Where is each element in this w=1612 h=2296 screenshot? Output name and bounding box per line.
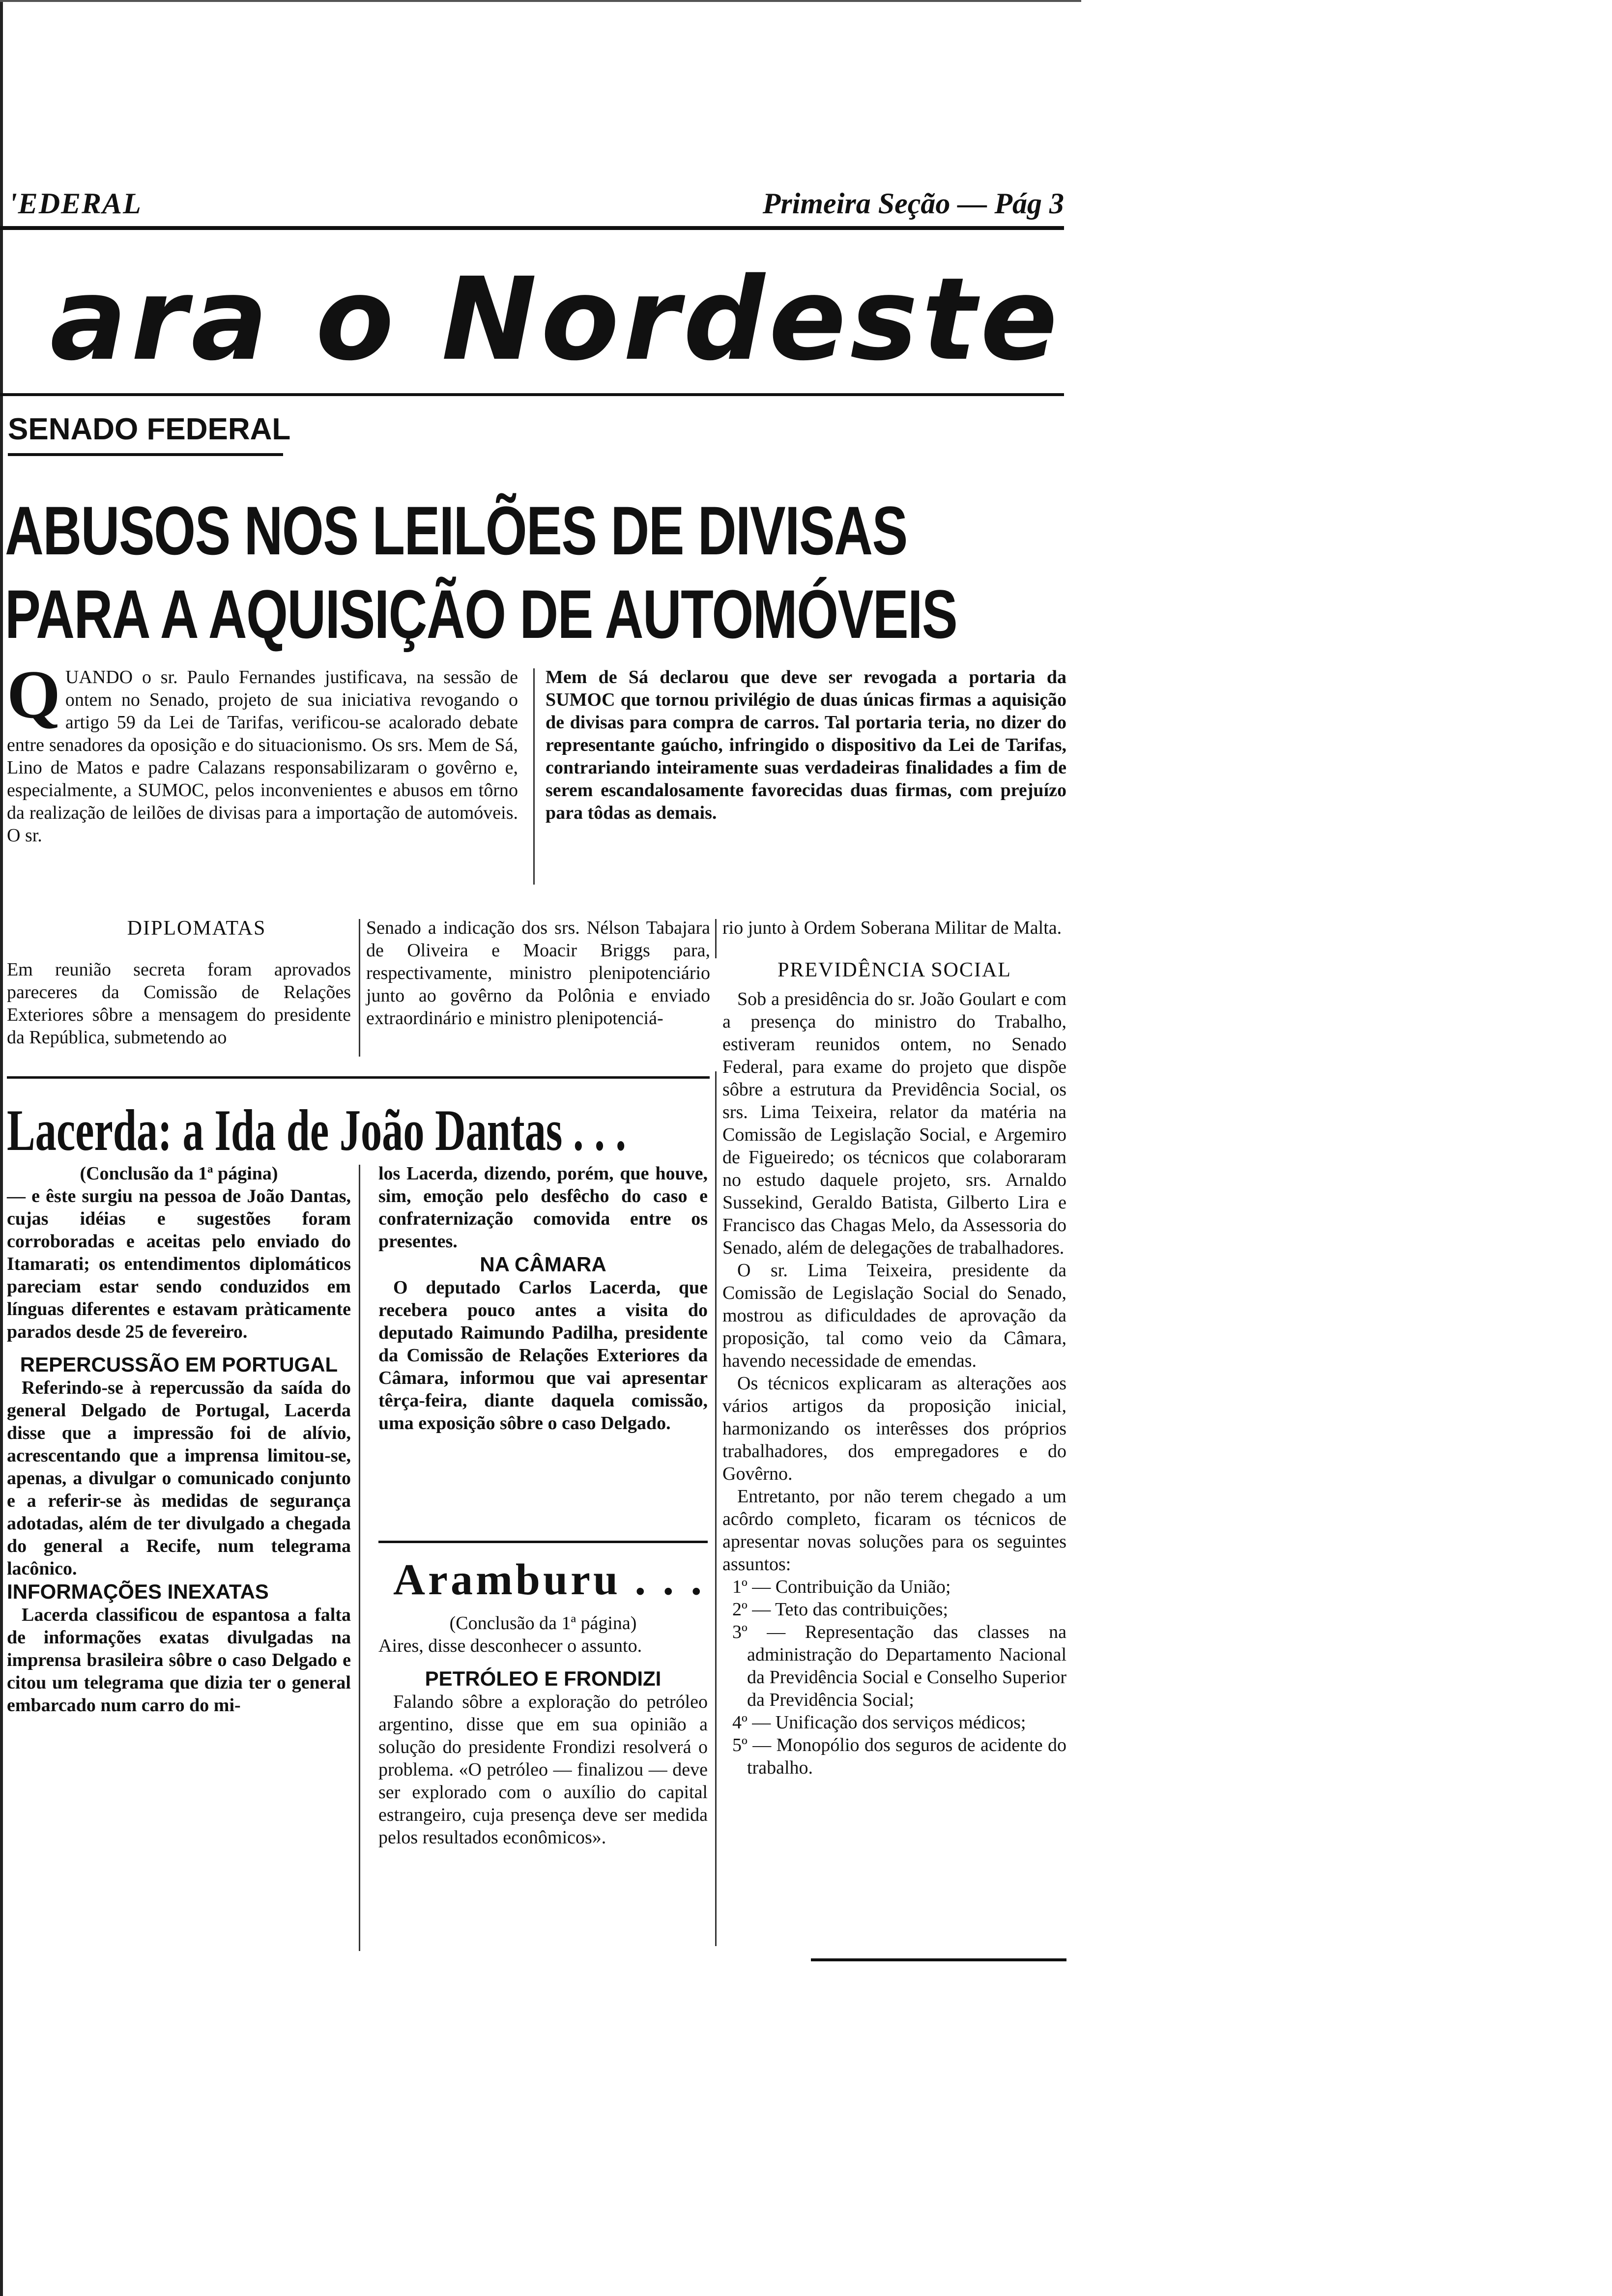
diplomatas-col-2: Senado a indicação dos srs. Nélson Tabajara de Oliveira e Moacir Briggs para, respectivamente, ministro plenipotenciário junto ao govêrno da Polônia e enviado extraordinário e ministro plenipotenciá-: [366, 918, 710, 1029]
lacerda-sub-camara: NA CÂMARA: [480, 1253, 606, 1276]
lead-text-1: UANDO o sr. Paulo Fernandes justificava, na sessão de ontem no Senado, projeto de sua iniciativa revogando o artigo 59 da Lei de Tarifas, verificou-se acalorado debate entre senadores da oposição e do situacionismo. Os srs. Mem de Sá, Lino de Matos e padre Calazans responsabilizaram o govêrno e, especialmente, a SUMOC, pelos inconvenientes e abusos em tôrno da realização de leilões de divisas para a importação de automóveis. O sr.: [7, 667, 518, 846]
column-separator: [715, 919, 717, 958]
lacerda-col-2: [378, 1162, 708, 1435]
banner-headline: ara o Nordeste: [50, 253, 1062, 386]
list-item: 2º — Teto das contribuições;: [732, 1599, 949, 1620]
list-item: 3º — Representação das classes na administração do Departamento Nacional da Previdência Social e Conselho Superior da Previdência Social;: [732, 1622, 1066, 1710]
list-item: 4º — Unificação dos serviços médicos;: [732, 1712, 1026, 1733]
lacerda-col2-p2: O deputado Carlos Lacerda, que recebera pouco antes a visita do deputado Raimundo Padilha, presidente da Comissão de Relações Exteriores da Câmara, informou que vai apresentar têrça-feira, diante daquela comissão, uma exposição sôbre o caso Delgado.: [378, 1277, 708, 1434]
lead-col-2: [546, 666, 1066, 824]
section-label-underline: [8, 453, 283, 456]
main-headline-line1: ABUSOS NOS LEILÕES DE DIVISAS: [5, 492, 907, 569]
aramburu-sub-petroleo: PETRÓLEO E FRONDIZI: [425, 1667, 662, 1690]
column-separator: [715, 1071, 717, 1946]
previdencia-p4: Entretanto, por não terem chegado a um acôrdo completo, ficaram os técnicos de apresentar novas soluções para os seguintes assuntos:: [722, 1486, 1066, 1575]
column-separator: [533, 668, 535, 885]
aramburu-headline: Aramburu . . .: [393, 1555, 705, 1604]
list-item: 1º — Contribuição da União;: [732, 1577, 951, 1597]
banner-rule: [0, 393, 1064, 396]
diplomatas-col-1: Em reunião secreta foram aprovados pareceres da Comissão de Relações Exteriores sôbre a mensagem do presidente da República, submetendo ao: [7, 959, 351, 1048]
lacerda-sub-repercussao: REPERCUSSÃO EM PORTUGAL: [20, 1353, 338, 1376]
scan-top-edge: [0, 0, 1081, 2]
lacerda-col1-p3: Lacerda classificou de espantosa a falta de informações exatas divulgadas na imprensa brasileira sôbre o caso Delgado e citou um telegrama que dizia ter o general embarcado num carro do mi-: [7, 1605, 351, 1716]
previdencia-list: [722, 1576, 1066, 1779]
end-rule: [811, 1958, 1066, 1961]
lead-col-1: [7, 657, 518, 847]
lead-text-2: Mem de Sá declarou que deve ser revogada a portaria da SUMOC que tornou privilégio de duas únicas firmas a aquisição de divisas para compra de carros. Tal portaria teria, no dizer do representante gaúcho, infringido o dispositivo da Lei de Tarifas, contrariando inteiramente suas verdadeiras finalidades a fim de serem escandalosamente favorecidas duas firmas, com prejuízo para tôdas as demais.: [546, 667, 1066, 823]
lacerda-col-1: [7, 1162, 351, 1717]
column-separator: [359, 1165, 360, 1951]
lacerda-top-rule: [7, 1076, 710, 1079]
lacerda-end-rule: [378, 1541, 708, 1543]
page-header-left: 'EDERAL: [9, 187, 142, 220]
previdencia-body: [722, 988, 1066, 1779]
diplomatas-col-3: rio junto à Ordem Soberana Militar de Malta.: [722, 918, 1062, 938]
lacerda-continuation: (Conclusão da 1ª página): [80, 1163, 278, 1184]
lacerda-col1-p1: — e êste surgiu na pessoa de João Dantas, cujas idéias e sugestões foram corroboradas e aceitas pelo enviado do Itamarati; os entendimentos diplomáticos pareciam estar sendo conduzidos em línguas diferentes e estavam pràticamente parados desde 25 de fevereiro.: [7, 1186, 351, 1342]
previdencia-p2: O sr. Lima Teixeira, presidente da Comissão de Legislação Social do Senado, mostrou as dificuldades de aprovação da proposição, tal como veio da Câmara, havendo necessidade de emendas.: [722, 1260, 1066, 1371]
lacerda-col2-p1: los Lacerda, dizendo, porém, que houve, sim, emoção pelo desfêcho do caso e confraternização comovida entre os presentes.: [378, 1163, 708, 1252]
aramburu-continuation: (Conclusão da 1ª página): [449, 1613, 637, 1634]
main-headline-line2: PARA A AQUISIÇÃO DE AUTOMÓVEIS: [5, 575, 957, 653]
previdencia-p1: Sob a presidência do sr. João Goulart e com a presença do ministro do Trabalho, estiveram reunidos ontem, no Senado Federal, para exame do projeto que dispõe sôbre a estrutura da Previdência Social, os srs. Lima Teixeira, relator da matéria na Comissão de Legislação Social, e Argemiro de Figueiredo; os técnicos que colaboraram no estudo daquele projeto, srs. Arnaldo Sussekind, Geraldo Batista, Gilberto Lira e Francisco das Chagas Melo, da Assessoria do Senado, além de delegações de trabalhadores.: [722, 989, 1066, 1258]
lacerda-headline: Lacerda: a Ida de João Dantas . . .: [7, 1097, 627, 1163]
lacerda-sub-informacoes: INFORMAÇÕES INEXATAS: [7, 1580, 269, 1603]
previdencia-p3: Os técnicos explicaram as alterações aos vários artigos da proposição inicial, harmonizando os interêsses dos próprios trabalhadores, dos empregadores e do Govêrno.: [722, 1373, 1066, 1484]
page-header-right: Primeira Seção — Pág 3: [762, 187, 1064, 220]
header-rule: [0, 226, 1064, 230]
section-label: SENADO FEDERAL: [8, 412, 291, 446]
diplomatas-heading: DIPLOMATAS: [127, 917, 266, 940]
previdencia-heading: PREVIDÊNCIA SOCIAL: [777, 959, 1011, 981]
lead-dropcap: Q: [7, 657, 60, 733]
list-item: 5º — Monopólio dos seguros de acidente do trabalho.: [732, 1735, 1066, 1778]
lacerda-col1-p2: Referindo-se à repercussão da saída do general Delgado de Portugal, Lacerda disse que a impressão foi de alívio, acrescentando que a imprensa limitou-se, apenas, a divulgar o comunicado conjunto e a referir-se às medidas de segurança adotadas, além de ter divulgado a chegada do general a Recife, num telegrama lacônico.: [7, 1378, 351, 1579]
aramburu-p1: Aires, disse desconhecer o assunto.: [378, 1636, 642, 1656]
column-separator: [359, 919, 360, 1057]
aramburu-p2: Falando sôbre a exploração do petróleo argentino, disse que em sua opinião a solução do presidente Frondizi resolverá o problema. «O petróleo — finalizou — deve ser explorado com o auxílio do capital estrangeiro, cuja presença deve ser medida pelos resultados econômicos».: [378, 1692, 708, 1848]
aramburu-body: [378, 1612, 708, 1849]
